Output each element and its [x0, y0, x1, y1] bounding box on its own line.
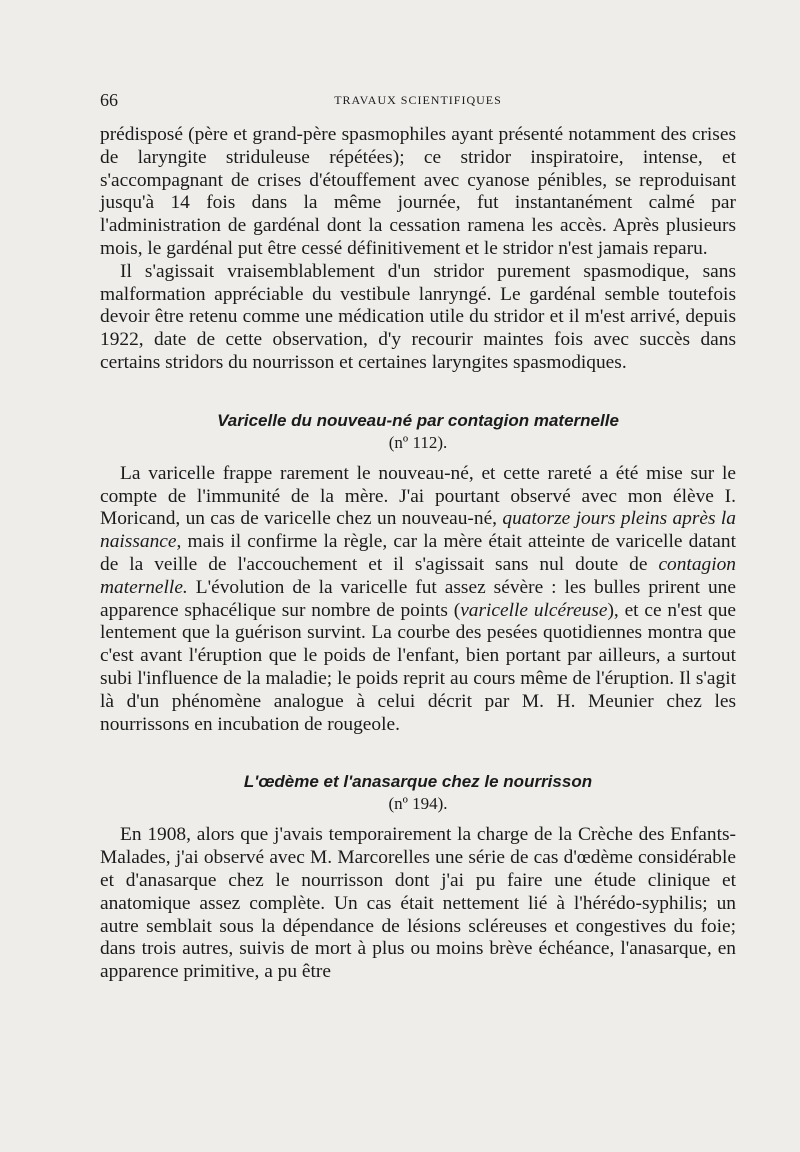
paragraph-continuation: prédisposé (père et grand-père spasmophiles ayant présenté notamment des crises de laryngite striduleuse répétées); ce stridor inspiratoire, intense, et s'accompagnant de crises d'étouffement avec cyanose pénibles, se reproduisant jusqu'à 14 fois dans la même journée, fut instantanément calmé par l'administration de gardénal dont la cessation ramena les accès. Après plusieurs mois, le gardénal put être cessé définitivement et le stridor n'est jamais reparu. [100, 124, 736, 259]
running-title: TRAVAUX SCIENTIFIQUES [334, 93, 502, 107]
section-title-varicelle: Varicelle du nouveau-né par contagion maternelle [217, 410, 619, 430]
text-run: La varicelle frappe rarement le nouveau-né, et cette rareté a été mise sur le compte de l'immunité de la mère. J'ai pourtant observé avec mon élève I. Moricand, un cas de varicelle chez un nouveau-né, [100, 462, 736, 530]
page-header [100, 90, 736, 114]
section-ref-varicelle: (nº 112). [388, 432, 448, 452]
emphasis-varicelle-ulcereuse: varicelle ulcéreuse [460, 599, 608, 621]
emphasis-contagion: contagion maternelle. [100, 553, 736, 598]
text-run: , mais il confirme la règle, car la mère était atteinte de varicelle datant de la veille de l'accouchement et il s'agissait sans nul doute de [100, 531, 736, 575]
page-body [100, 124, 736, 984]
section-ref-oedeme: (nº 194). [388, 794, 448, 814]
paragraph-oedeme: En 1908, alors que j'avais temporairement la charge de la Crèche des Enfants-Malades, j'ai observé avec M. Marcorelles une série de cas d'œdème considérable et d'anasarque chez le nourrisson dont j'ai pu faire une étude clinique et anatomique assez complète. Un cas était nettement lié à l'hérédo-syphilis; un autre semblait sous la dépendance de lésions scléreuses et congestives du foie; dans trois autres, suivis de mort à plus ou moins brève échéance, l'anasarque, en apparence primitive, a pu être [100, 824, 736, 983]
text-run: L'évolution de la varicelle fut assez sévère : les bulles prirent une apparence sphacélique sur nombre de points ( [100, 576, 736, 621]
text-run: ), et ce n'est que lentement que la guérison survint. La courbe des pesées quotidiennes montra que c'est avant l'éruption que le poids de l'enfant, bien portant par ailleurs, a surtout subi l'influence de la maladie; le poids reprit au cours même de l'éruption. Il s'agit là d'un phénomène analogue à celui décrit par M. H. Meunier chez les nourrissons en incubation de rougeole. [100, 599, 736, 735]
paragraph-stridor: Il s'agissait vraisemblablement d'un stridor purement spasmodique, sans malformation appréciable du vestibule lanryngé. Le gardénal semble toutefois devoir être retenu comme une médication utile du stridor et il m'est arrivé, depuis 1922, date de cette observation, d'y recourir maintes fois avec succès dans certains stridors du nourrisson et certaines laryngites spasmodiques. [100, 260, 736, 373]
paragraph-varicelle [100, 463, 736, 737]
section-title-oedeme: L'œdème et l'anasarque chez le nourrisson [243, 772, 593, 792]
page-number: 66 [100, 90, 118, 110]
emphasis-quatorze-jours: quatorze jours pleins après la naissance [100, 508, 736, 553]
